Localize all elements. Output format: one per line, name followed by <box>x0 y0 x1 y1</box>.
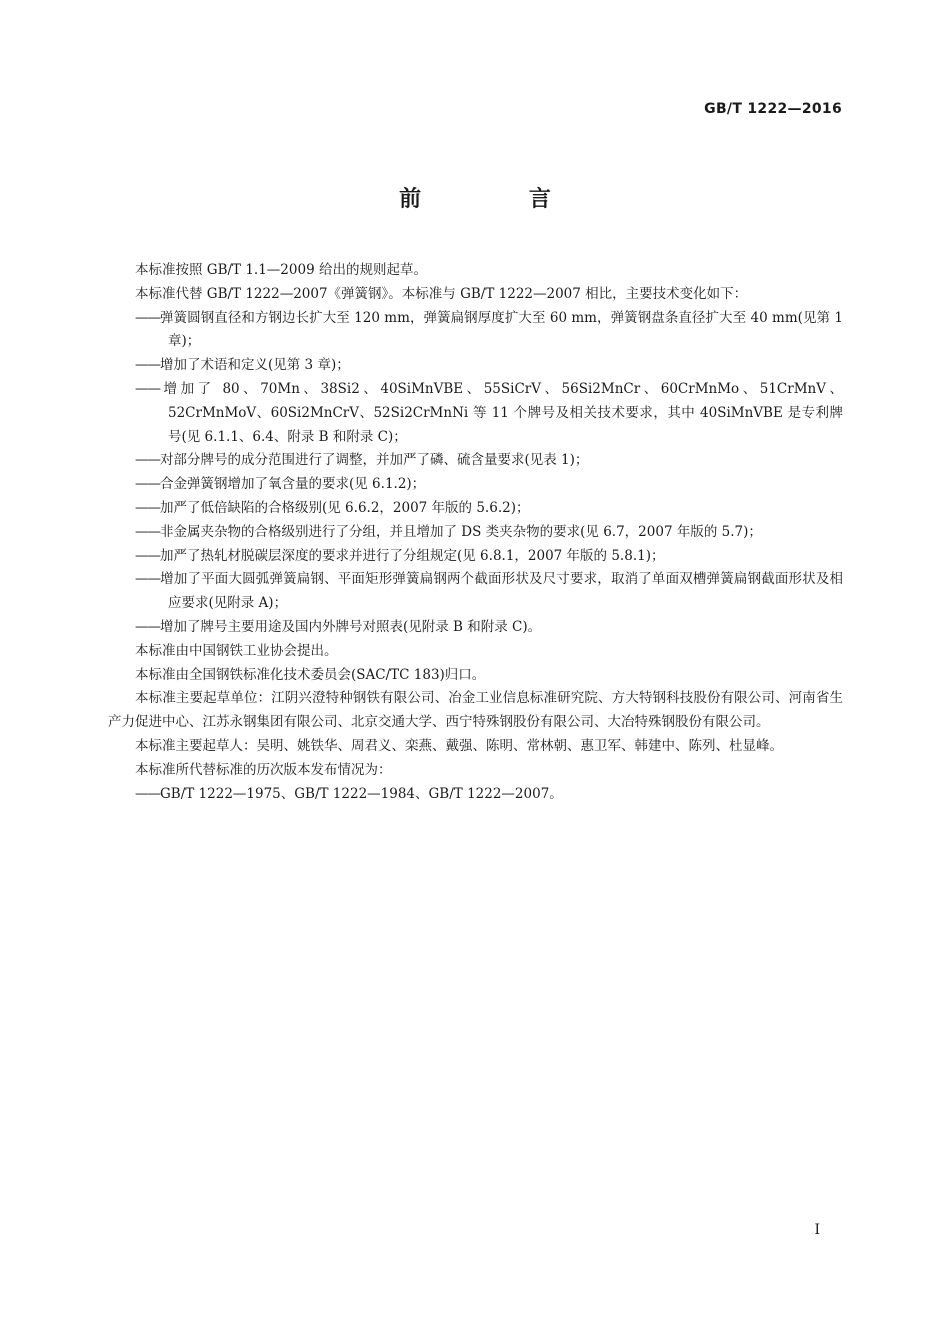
change-item-text: 加严了低倍缺陷的合格级别(见 6.6.2，2007 年版的 5.6.2)； <box>160 499 530 516</box>
history-item-text: GB/T 1222—1975、GB/T 1222—1984、GB/T 1222—2007。 <box>160 785 563 802</box>
document-body <box>108 259 843 806</box>
change-item-text: 非金属夹杂物的合格级别进行了分组，并且增加了 DS 类夹杂物的要求(见 6.7，2007 年版的 5.7)； <box>160 523 762 540</box>
change-item <box>108 354 843 378</box>
dash-marker: —— <box>135 357 160 374</box>
paragraph-history-intro: 本标准所代替标准的历次版本发布情况为： <box>135 761 392 778</box>
change-item-text: 对部分牌号的成分范围进行了调整，并加严了磷、硫含量要求(见表 1)； <box>160 452 589 469</box>
change-item-text: 合金弹簧钢增加了氧含量的要求(见 6.1.2)； <box>160 476 426 493</box>
change-item <box>108 473 843 497</box>
dash-marker: —— <box>135 499 160 516</box>
paragraph-committee: 本标准由全国钢铁标准化技术委员会(SAC/TC 183)归口。 <box>135 666 486 683</box>
change-item <box>108 497 843 521</box>
paragraph-drafters: 本标准主要起草人：吴明、姚铁华、周君义、栾燕、戴强、陈明、常林朝、惠卫军、韩建中、陈列、杜显峰。 <box>135 737 783 754</box>
change-item-text: 增加了术语和定义(见第 3 章)； <box>160 357 350 374</box>
paragraph-drafting-rules: 本标准按照 GB/T 1.1—2009 给出的规则起草。 <box>135 262 427 278</box>
dash-marker: —— <box>135 452 160 469</box>
dash-marker: —— <box>135 618 160 635</box>
change-item <box>108 307 843 355</box>
change-item-text: 增加了牌号主要用途及国内外牌号对照表(见附录 B 和附录 C)。 <box>160 618 542 635</box>
change-item-text: 弹簧圆钢直径和方钢边长扩大至 120 mm，弹簧扁钢厚度扩大至 60 mm，弹簧钢盘条直径扩大至 40 mm(见第 1 章)； <box>160 309 843 350</box>
history-item <box>108 783 843 807</box>
standard-code: GB/T 1222—2016 <box>704 101 842 117</box>
change-item <box>108 449 843 473</box>
change-item-text: 加严了热轧材脱碳层深度的要求并进行了分组规定(见 6.8.1，2007 年版的 5.8.1)； <box>160 547 665 564</box>
change-item-text: 增加了平面大圆弧弹簧扁钢、平面矩形弹簧扁钢两个截面形状及尺寸要求，取消了单面双槽弹簧扁钢截面形状及相应要求(见附录 A)； <box>160 571 843 612</box>
change-item <box>108 568 843 616</box>
paragraph-replacement: 本标准代替 GB/T 1222—2007《弹簧钢》。本标准与 GB/T 1222—2007 相比，主要技术变化如下： <box>135 285 748 302</box>
paragraph-drafting-units: 本标准主要起草单位：江阴兴澄特种钢铁有限公司、冶金工业信息标准研究院、方大特钢科技股份有限公司、河南省生产力促进中心、江苏永钢集团有限公司、北京交通大学、西宁特殊钢股份有限公司、大冶特殊钢股份有限公司。 <box>108 690 843 731</box>
dash-marker: —— <box>135 547 160 564</box>
change-item-text: 增加了 80、70Mn、38Si2、40SiMnVBE、55SiCrV、56Si2MnCr、60CrMnMo、51CrMnV、52CrMnMoV、60Si2MnCrV、52Si2CrMnNi 等 11 个牌号及相关技术要求，其中 40SiMnVBE 是专利牌号(见 6.1.1、6.4、附录 B 和附录 C)； <box>160 380 843 445</box>
dash-marker: —— <box>135 785 160 802</box>
dash-marker: —— <box>135 571 160 588</box>
change-item <box>108 616 843 640</box>
change-item <box>108 521 843 545</box>
page-title: 前 言 <box>399 187 601 212</box>
paragraph-proposer: 本标准由中国钢铁工业协会提出。 <box>135 642 338 659</box>
dash-marker: —— <box>135 380 160 397</box>
change-item <box>108 545 843 569</box>
page-number: I <box>814 1222 820 1238</box>
dash-marker: —— <box>135 523 160 540</box>
change-item <box>108 378 843 449</box>
dash-marker: —— <box>135 309 160 326</box>
dash-marker: —— <box>135 476 160 493</box>
